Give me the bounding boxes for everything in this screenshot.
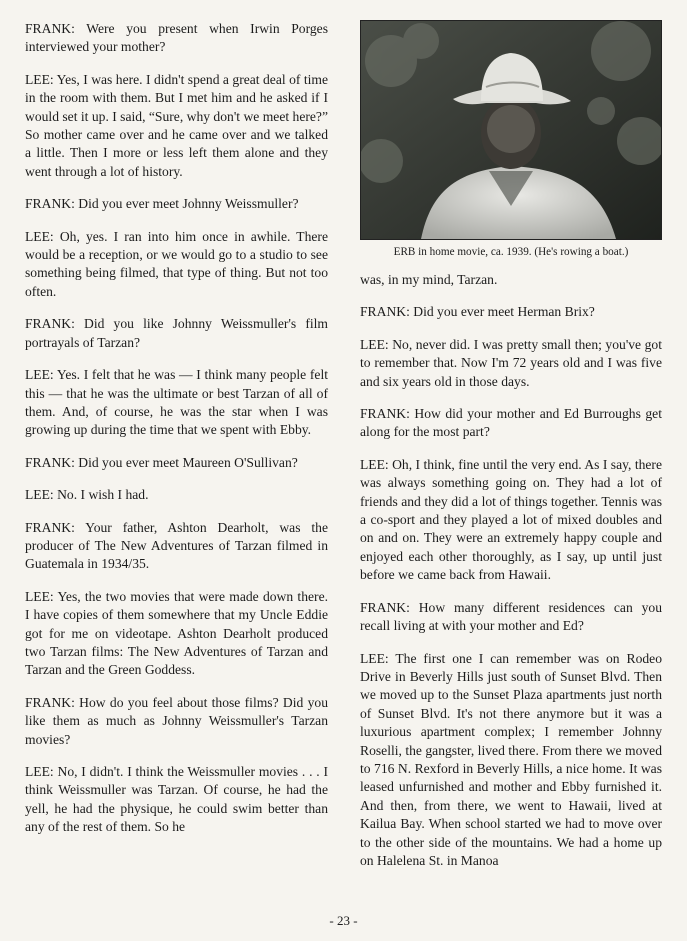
speaker-label: LEE: [25, 367, 54, 383]
paragraph-text: Yes, the two movies that were made down there. I have copies of them somewhere that my Uncle Eddie got for me on videotape. Ashton Dearholt produced two Tarzan films: The New Adventures of Tarzan and Tarzan and the Green Goddess. [25, 588, 328, 678]
paragraph [360, 271, 662, 289]
speaker-label: FRANK: [25, 519, 75, 535]
paragraph-text: Did you like Johnny Weissmuller's film portrayals of Tarzan? [25, 316, 328, 350]
paragraph [360, 650, 662, 871]
paragraph [360, 405, 662, 442]
paragraph [25, 694, 328, 749]
photo-erb-rowing [360, 20, 662, 240]
speaker-label: FRANK: [360, 599, 410, 615]
speaker-label: FRANK: [360, 304, 410, 320]
left-column [25, 20, 328, 851]
paragraph-text: Oh, I think, fine until the very end. As I say, there was always something going on. They had a lot of friends and they did a lot of things together. Tennis was a co-sport and they played a lot of mixed doubles and on and on. They were an extremely happy couple and enjoyed each other thoroughly, as I say, up until just before we came back from Hawaii. [360, 456, 662, 583]
speaker-label: LEE: [25, 487, 54, 503]
paragraph [25, 763, 328, 837]
paragraph [25, 195, 328, 213]
speaker-label: FRANK: [25, 694, 75, 710]
speaker-label: FRANK: [25, 21, 75, 36]
speaker-label: LEE: [360, 336, 389, 352]
paragraph-text: No. I wish I had. [57, 487, 149, 503]
speaker-label: LEE: [25, 71, 54, 87]
paragraph [360, 336, 662, 391]
paragraph-text: How many different residences can you recall living at with your mother and Ed? [360, 599, 662, 634]
paragraph [25, 366, 328, 440]
paragraph [360, 456, 662, 585]
speaker-label: LEE: [360, 650, 389, 666]
speaker-label: LEE: [25, 764, 54, 779]
paragraph [360, 599, 662, 636]
paragraph [25, 454, 328, 472]
paragraph [25, 486, 328, 504]
paragraph-text: Did you ever meet Herman Brix? [413, 304, 595, 320]
paragraph [25, 228, 328, 302]
speaker-label: LEE: [25, 228, 54, 244]
paragraph-text: Were you present when Irwin Porges interviewed your mother? [25, 21, 329, 55]
paragraph [25, 588, 328, 680]
paragraph-text: The first one I can remember was on Rodeo Drive in Beverly Hills just south of Sunset Blvd. Then we moved up to the Sunset Plaza apartments just north of Sunset Blvd. It's not there anymore but it was a luxurious apartment complex; I remember Johnny Roselli, the gangster, lived there. From there we moved to 716 N. Rexford in Beverly Hills, a nice home. It was leased unfurnished and mother and Ebby furnished it. And then, from there, we went to Hawaii, lived at Kailua Bay. When school started we had to move over to the other side of the mountains. We had a home up on Halelena St. in Manoa [360, 650, 663, 868]
paragraph-text: No, never did. I was pretty small then; you've got to remember that. Now I'm 72 years old and I was five and six years old in those days. [360, 336, 662, 389]
speaker-label: LEE: [25, 588, 54, 604]
speaker-label: FRANK: [25, 316, 75, 332]
right-column [360, 20, 662, 884]
paragraph-text: Did you ever meet Maureen O'Sullivan? [78, 454, 298, 470]
photo-image [361, 21, 661, 239]
paragraph-text: Did you ever meet Johnny Weissmuller? [78, 196, 299, 212]
paragraph-text: Yes. I felt that he was — I think many people felt this — that he was the ultimate or best Tarzan of all of them. And, of course, he was the star when I was growing up during the time that we spent with Ebby. [25, 367, 328, 438]
speaker-label: FRANK: [25, 196, 75, 212]
paragraph-text: Oh, yes. I ran into him once in awhile. There would be a reception, or we would go to a studio to see something being filmed, that type of thing. But not too often. [25, 228, 328, 299]
paragraph [25, 20, 328, 57]
paragraph-text: No, I didn't. I think the Weissmuller movies . . . I think Weissmuller was Tarzan. Of course, he had the yell, he had the physique, he could swim better than any of the rest of them. So he [25, 764, 328, 835]
paragraph [360, 303, 662, 321]
paragraph-text: How did your mother and Ed Burroughs get along for the most part? [360, 406, 662, 440]
speaker-label: FRANK: [360, 406, 410, 422]
paragraph [25, 519, 328, 574]
photo-caption: ERB in home movie, ca. 1939. (He's rowing a boat.) [393, 246, 629, 258]
page-number: - 23 - [329, 913, 358, 928]
paragraph [25, 71, 328, 181]
paragraph [25, 315, 328, 352]
paragraph-text: How do you feel about those films? Did you like them as much as Johnny Weissmuller's Tarzan movies? [25, 694, 328, 747]
paragraph-text: Yes, I was here. I didn't spend a great deal of time in the room with them. But I met him and he asked if I would set it up. I said, “Sure, why don't we meet here?” So mother came over and he came over and we talked a little. Then I more or less left them alone and they went through a lot of history. [25, 71, 328, 179]
paragraph-text: Your father, Ashton Dearholt, was the producer of The New Adventures of Tarzan filmed in Guatemala in 1934/35. [25, 519, 328, 572]
speaker-label: FRANK: [25, 454, 75, 470]
speaker-label: LEE: [360, 456, 389, 472]
paragraph-text: was, in my mind, Tarzan. [360, 272, 498, 287]
